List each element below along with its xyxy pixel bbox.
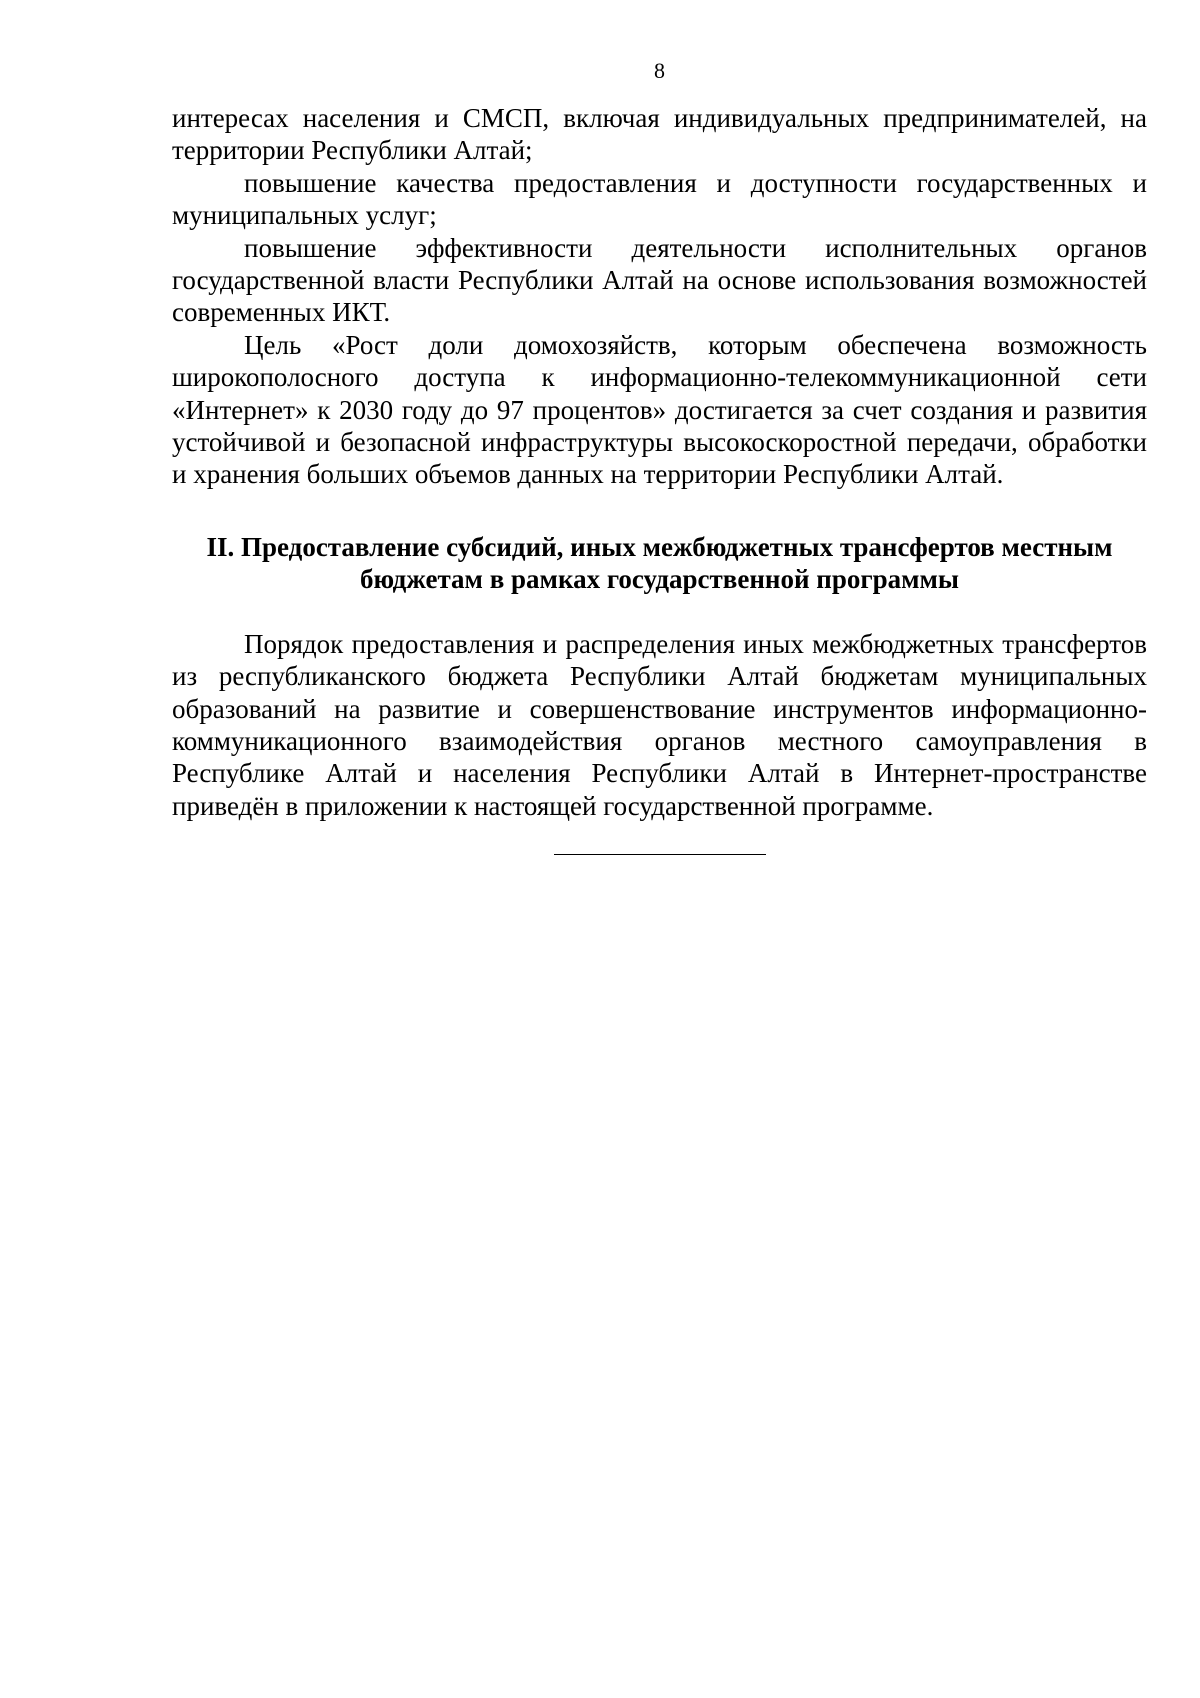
paragraph-transfers-procedure: Порядок предоставления и распределения иных межбюджетных трансфертов из республиканского бюджета Республики Алтай бюджетам муниципальных образований на развитие и совершенствование инструментов информационно-коммуникационного взаимодействия органов местного самоуправления в Республике Алтай и населения Республики Алтай в Интернет-пространстве приведён в приложении к настоящей государственной программе. xyxy=(172,628,1147,821)
paragraph-efficiency: повышение эффективности деятельности исполнительных органов государственной власти Республики Алтай на основе использования возможностей современных ИКТ. xyxy=(172,232,1147,328)
end-rule xyxy=(554,854,766,855)
page-number: 8 xyxy=(654,58,665,83)
paragraph-broadband-goal: Цель «Рост доли домохозяйств, которым обеспечена возможность широкополосного доступа к информационно-телекоммуникационной сети «Интернет» к 2030 году до 97 процентов» достигается за счет создания и развития устойчивой и безопасной инфраструктуры высокоскоростной передачи, обработки и хранения больших объемов данных на территории Республики Алтай. xyxy=(172,329,1147,490)
paragraph-continuation: интересах населения и СМСП, включая индивидуальных предпринимателей, на территории Республики Алтай; xyxy=(172,103,1147,166)
section-heading: II. Предоставление субсидий, иных межбюджетных трансфертов местным бюджетам в рамках государственной программы xyxy=(206,531,1113,595)
paragraph-services-quality: повышение качества предоставления и доступности государственных и муниципальных услуг; xyxy=(172,167,1147,231)
document-page xyxy=(172,56,1147,855)
